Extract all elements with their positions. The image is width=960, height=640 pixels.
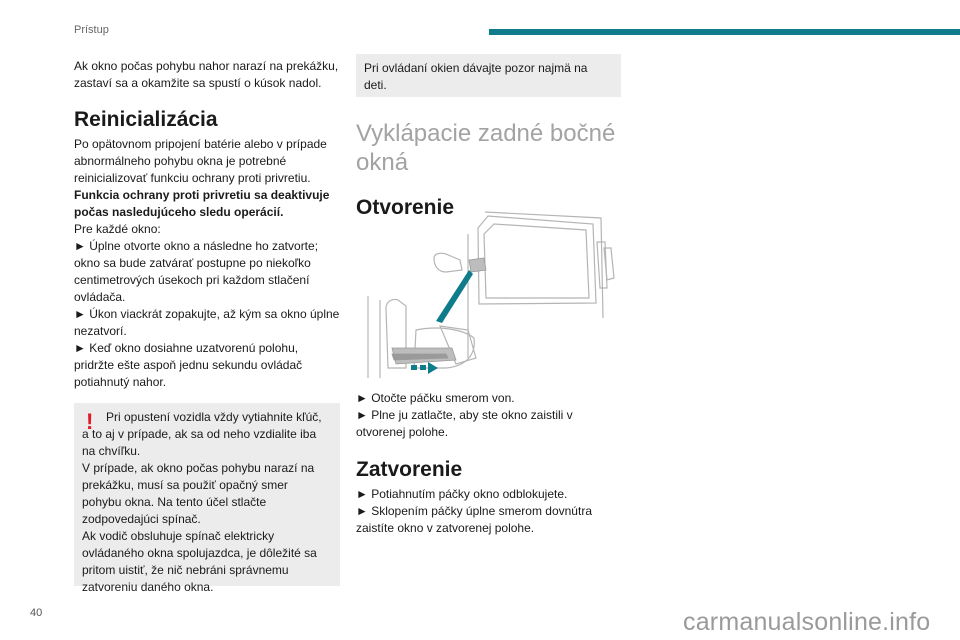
warning-box — [74, 403, 340, 594]
step-2: ► Úkon viackrát zopakujte, až kým sa okno úplne nezatvorí. — [74, 307, 340, 338]
section-header: Prístup — [74, 24, 109, 36]
step-3: ► Keď okno dosiahne uzatvorenú polohu, pridržte ešte aspoň jednu sekundu ovládač potiahnutý nahor. — [74, 341, 303, 389]
reinit-paragraph: Po opätovnom pripojení batérie alebo v prípade abnormálneho pohybu okna je potrebné reinicializovať funkciu ochrany proti privretiu. — [74, 137, 327, 185]
close-step-1: ► Potiahnutím páčky okno odblokujete. — [356, 487, 568, 501]
intro-paragraph: Ak okno počas pohybu nahor narazí na prekážku, zastaví sa a okamžite sa spustí o kúsok nadol. — [74, 59, 339, 90]
warning-text-2: V prípade, ak okno počas pohybu narazí na prekážku, musí sa použiť opačný smer pohybu okna. Na tento účel stlačte zodpovedajúci spínač. — [82, 461, 315, 526]
header-accent-bar — [489, 29, 960, 35]
reinit-bold-paragraph: Funkcia ochrany proti privretiu sa deaktivuje počas nasledujúceho sledu operácií. — [74, 188, 330, 219]
watermark: carmanualsonline.info — [683, 608, 931, 636]
right-column — [356, 54, 621, 221]
close-heading: Zatvorenie — [356, 458, 463, 481]
rear-window-latch-illustration — [356, 208, 621, 386]
left-column — [74, 58, 340, 594]
right-lower-column — [356, 390, 621, 537]
warning-text-1: Pri opustení vozidla vždy vytiahnite kľúč, a to aj v prípade, ak sa od neho vzdialite iba na chvíľku. — [82, 410, 322, 458]
each-window-label: Pre každé okno: — [74, 222, 161, 236]
close-step-2: ► Sklopením páčky úplne smerom dovnútra zaistíte okno v zatvorenej polohe. — [356, 504, 592, 535]
open-heading: Otvorenie — [356, 196, 455, 219]
info-box — [356, 54, 621, 97]
reinit-heading: Reinicializácia — [74, 108, 218, 131]
open-step-2: ► Plne ju zatlačte, aby ste okno zaistili v otvorenej polohe. — [356, 408, 573, 439]
page-number: 40 — [30, 607, 43, 619]
info-text: Pri ovládaní okien dávajte pozor najmä na deti. — [364, 61, 588, 92]
warning-text-3: Ak vodič obsluhuje spínač elektricky ovládaného okna spolujazdca, je dôležité sa pritom uistiť, že nič nebráni správnemu zatvoreniu daného okna. — [82, 529, 317, 594]
open-step-1: ► Otočte páčku smerom von. — [356, 391, 515, 405]
exclamation-warning-icon: ! — [86, 409, 94, 434]
step-1: ► Úplne otvorte okno a následne ho zatvorte; okno sa bude zatvárať postupne po niekoľko centimetrových úsekoch pri každom stlačení ovládača. — [74, 239, 319, 304]
section-title: Vyklápacie zadné bočné okná — [356, 120, 616, 176]
